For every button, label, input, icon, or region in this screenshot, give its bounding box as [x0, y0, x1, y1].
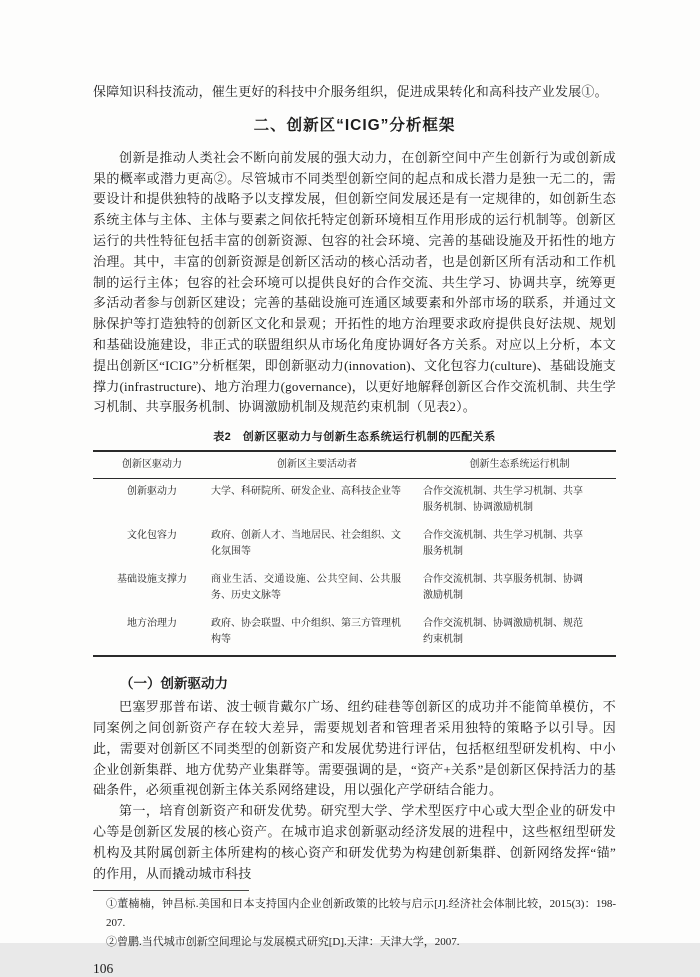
- col-header-actors: 创新区主要活动者: [277, 459, 357, 471]
- actors-cell: 政府、创新人才、当地居民、社会组织、文化氛围等: [211, 530, 401, 558]
- table-row: [93, 523, 616, 567]
- col-header-driver: 创新区驱动力: [122, 459, 182, 471]
- subsection-paragraph-1: 巴塞罗那普布诺、波士顿肯戴尔广场、纽约硅巷等创新区的成功并不能简单模仿，不同案例之间创新资产存在较大差异，需要规划者和管理者采用独特的策略予以引导。因此，需要对创新区不同类型的创新资产和发展优势进行评估，包括枢纽型研发机构、中小企业创新集群、地方优势产业集群等。需要强调的是，“资产+关系”是创新区保持活力的基础条件，必须重视创新主体关系网络建设，用以强化产学研结合能力。: [93, 699, 616, 798]
- lead-paragraph: 保障知识科技流动，催生更好的科技中介服务组织，促进成果转化和高科技产业发展①。: [93, 84, 608, 99]
- page-content: [93, 82, 616, 977]
- footnotes-block: [93, 890, 616, 952]
- actors-cell: 政府、协会联盟、中介组织、第三方管理机构等: [211, 618, 401, 646]
- driver-cell: 创新驱动力: [127, 486, 177, 498]
- table-header-row: [93, 452, 616, 479]
- table-caption: 表2 创新区驱动力与创新生态系统运行机制的匹配关系: [213, 431, 496, 444]
- driver-cell: 地方治理力: [127, 618, 177, 630]
- actors-cell: 商业生活、交通设施、公共空间、公共服务、历史文脉等: [211, 574, 401, 602]
- subsection-heading: （一）创新驱动力: [120, 676, 228, 692]
- mechanisms-cell: 合作交流机制、共生学习机制、共享服务机制、协调激励机制: [423, 486, 583, 514]
- driver-cell: 文化包容力: [127, 530, 177, 542]
- footnote-divider: [93, 890, 249, 891]
- mechanisms-cell: 合作交流机制、共享服务机制、协调激励机制: [423, 574, 583, 602]
- drivers-table: [93, 450, 616, 657]
- col-header-mechanisms: 创新生态系统运行机制: [469, 459, 570, 471]
- section-heading: 二、创新区“ICIG”分析框架: [253, 116, 456, 134]
- driver-cell: 基础设施支撑力: [117, 574, 187, 586]
- footnote-1: ①董楠楠，钟昌标.美国和日本支持国内企业创新政策的比较与启示[J].经济社会体制比较，2015(3)：198-207.: [106, 898, 616, 930]
- page-number: 106: [93, 961, 114, 977]
- footnote-2: ②曾鹏.当代城市创新空间理论与发展模式研究[D].天津：天津大学，2007.: [106, 936, 460, 949]
- table-row: [93, 567, 616, 611]
- actors-cell: 大学、科研院所、研发企业、高科技企业等: [211, 486, 401, 498]
- table-row: [93, 611, 616, 655]
- subsection-paragraph-2: 第一，培育创新资产和研发优势。研究型大学、学术型医疗中心或大型企业的研发中心等是创新区发展的核心资产。在城市追求创新驱动经济发展的进程中，这些枢纽型研发机构及其附属创新主体所建构的核心资产和研发优势为构建创新集群、创新网络发挥“锚”的作用，从而撬动城市科技: [93, 803, 616, 881]
- mechanisms-cell: 合作交流机制、共生学习机制、共享服务机制: [423, 530, 583, 558]
- section-paragraph: 创新是推动人类社会不断向前发展的强大动力，在创新空间中产生创新行为或创新成果的概率或潜力更高②。尽管城市不同类型创新空间的起点和成长潜力是独一无二的，需要设计和提供独特的战略予以支撑发展，但创新空间发展还是有一定规律的，如创新生态系统主体与主体、主体与要素之间依托特定创新环境相互作用形成的运行机制等。创新区运行的共性特征包括丰富的创新资源、包容的社会环境、完善的基础设施及开拓性的地方治理。其中，丰富的创新资源是创新区活动的核心活动者，也是创新区所有活动和工作机制的运行主体；包容的社会环境可以提供良好的合作交流、共生学习、协调共享，统筹更多活动者参与创新区建设；完善的基础设施可连通区域要素和外部市场的联系，并通过文脉保护等打造独特的创新区文化和景观；开拓性的地方治理要求政府提供良好法规、规划和基础设施建设，非正式的联盟组织从市场化角度协调好各方关系。对应以上分析，本文提出创新区“ICIG”分析框架，即创新驱动力(innovation)、文化包容力(culture)、基础设施支撑力(infrastructure)、地方治理力(governance)，以更好地解释创新区合作交流机制、共生学习机制、共享服务机制、协调激励机制及规范约束机制（见表2）。: [93, 149, 616, 415]
- table-row: [93, 479, 616, 523]
- mechanisms-cell: 合作交流机制、协调激励机制、规范约束机制: [423, 618, 583, 646]
